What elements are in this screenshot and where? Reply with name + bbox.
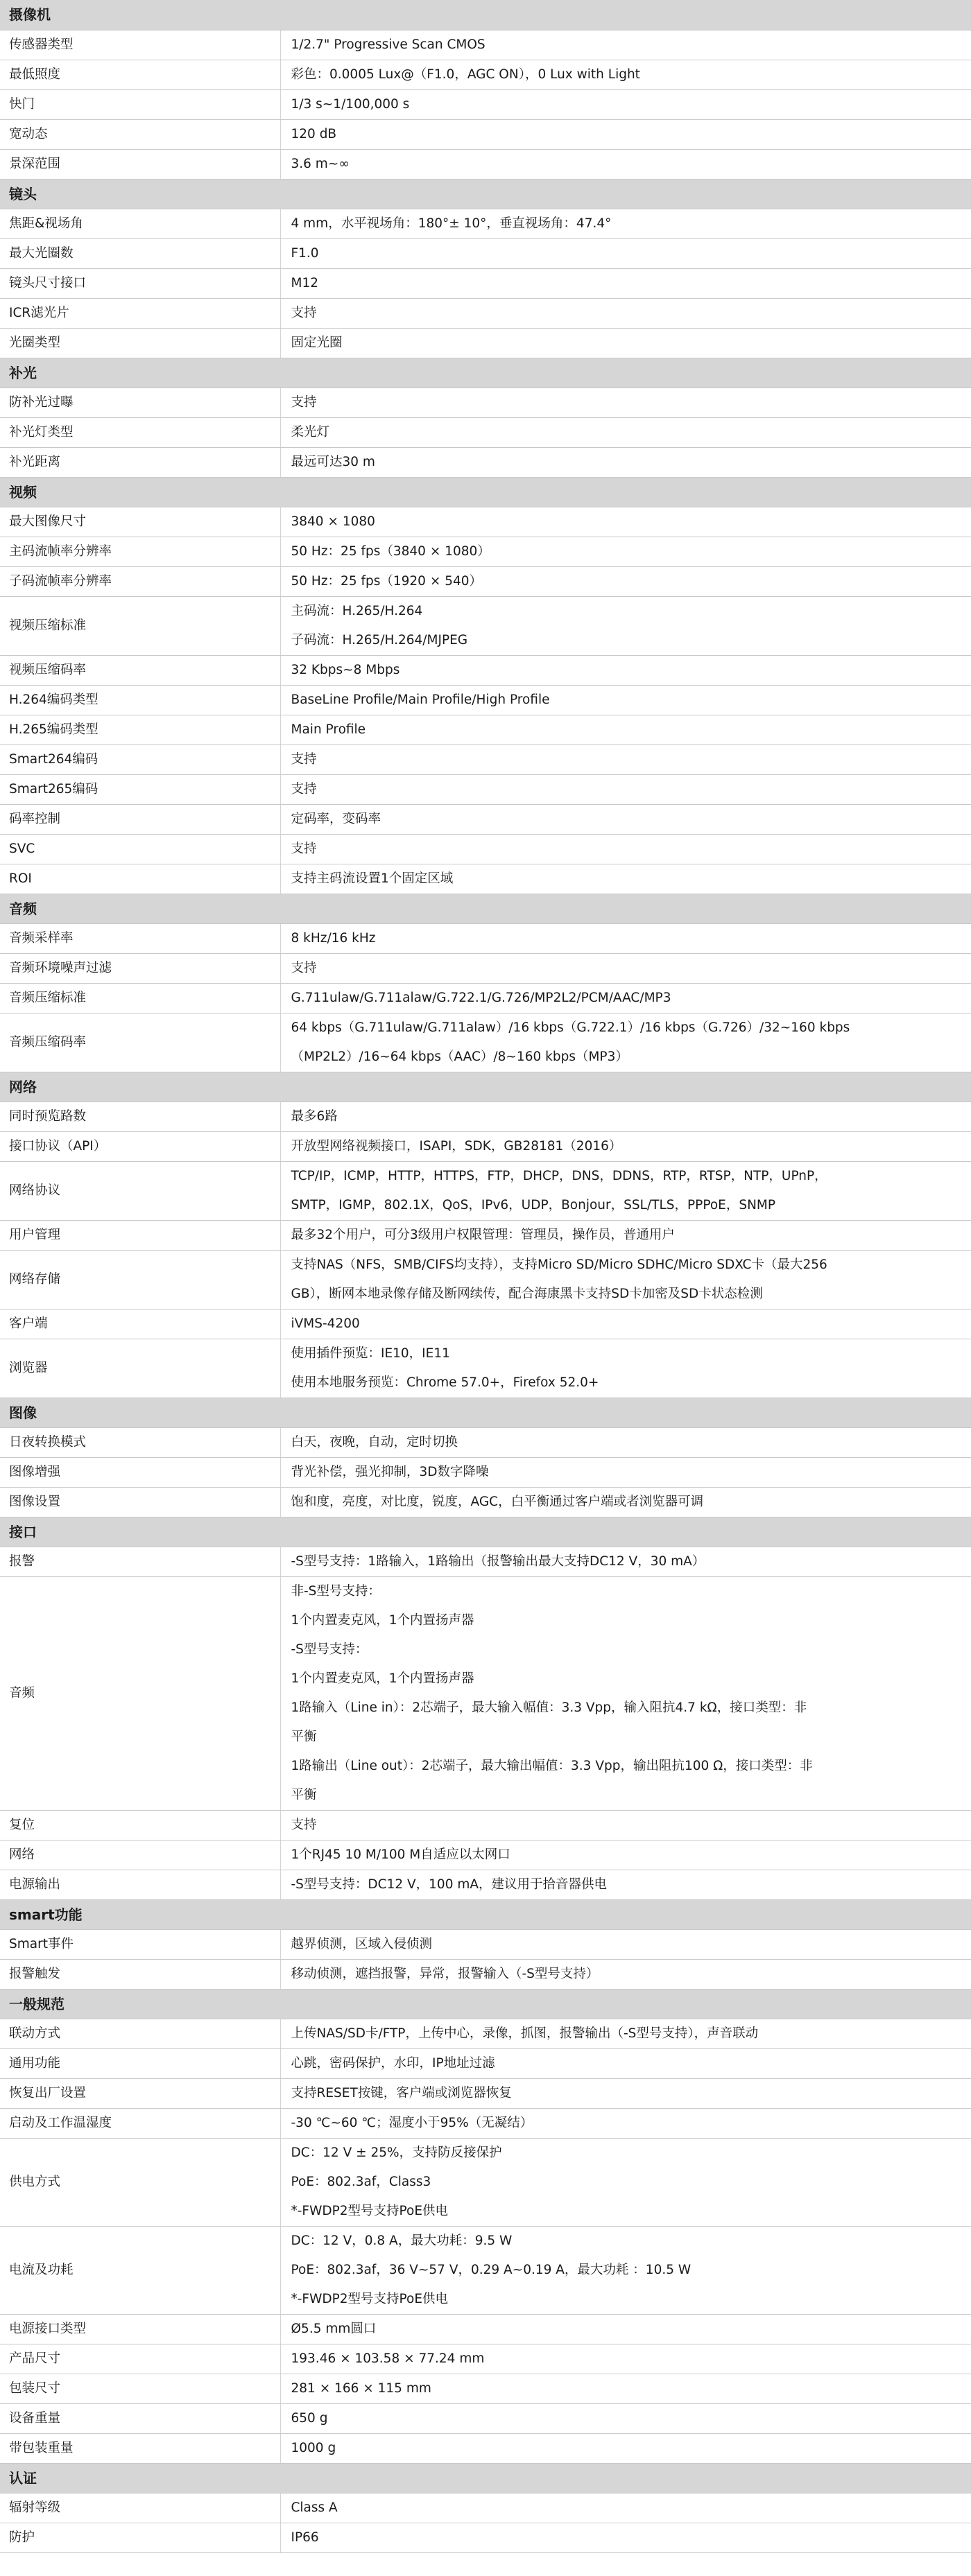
spec-label: 景深范围 (0, 149, 280, 179)
spec-value-line: 支持 (291, 960, 317, 975)
spec-row (0, 1339, 971, 1398)
spec-row (0, 2138, 971, 2226)
section-title: 视频 (0, 477, 971, 507)
spec-value-line: 1路输出（Line out）：2芯端子，最大输出幅值：3.3 Vpp，输出阻抗100 Ω，接口类型：非 (291, 1758, 813, 1773)
spec-value-line: *-FWDP2型号支持PoE供电 (291, 2203, 449, 2218)
section-title: 认证 (0, 2463, 971, 2493)
spec-value-line: 平衡 (291, 1729, 317, 1744)
spec-value-line: 固定光圈 (291, 335, 343, 350)
spec-value-line: 4 mm，水平视场角：180°± 10°，垂直视场角：47.4° (291, 216, 612, 231)
spec-value (280, 774, 971, 804)
spec-row (0, 923, 971, 953)
spec-row (0, 1929, 971, 1959)
spec-value-line: 支持 (291, 781, 317, 797)
spec-value-line: 开放型网络视频接口，ISAPI，SDK，GB28181（2016） (291, 1138, 622, 1154)
spec-value-line: 子码流：H.265/H.264/MJPEG (291, 632, 468, 647)
spec-value-line: 柔光灯 (291, 424, 330, 440)
spec-label: 镜头尺寸接口 (0, 268, 280, 298)
spec-value-line: PoE：802.3af，36 V~57 V，0.29 A~0.19 A，最大功耗 ：10.5 W (291, 2262, 691, 2277)
section-header (0, 477, 971, 507)
section-header (0, 1398, 971, 1427)
spec-row (0, 745, 971, 774)
spec-value-line: 心跳，密码保护，水印，IP地址过滤 (291, 2055, 495, 2071)
spec-value-line: SMTP，IGMP，802.1X，QoS，IPv6，UDP，Bonjour，SSL/TLS，PPPoE，SNMP (291, 1197, 776, 1212)
section-header (0, 358, 971, 388)
spec-value (280, 2403, 971, 2433)
spec-value-line: 281 × 166 × 115 mm (291, 2381, 431, 2396)
spec-value-line: 3840 × 1080 (291, 514, 375, 529)
spec-value-line: DC：12 V，0.8 A，最大功耗：9.5 W (291, 2233, 513, 2248)
spec-value-line: （MP2L2）/16~64 kbps（AAC）/8~160 kbps（MP3） (291, 1049, 628, 1064)
spec-value (280, 2314, 971, 2344)
spec-row (0, 1161, 971, 1220)
spec-value (280, 1576, 971, 1810)
spec-value (280, 507, 971, 537)
spec-row (0, 1457, 971, 1487)
section-header (0, 1072, 971, 1102)
spec-value-line: M12 (291, 275, 319, 290)
spec-value-line: 8 kHz/16 kHz (291, 930, 376, 946)
spec-row (0, 1309, 971, 1339)
spec-row (0, 685, 971, 715)
spec-value-line: Class A (291, 2500, 338, 2515)
spec-value (280, 417, 971, 447)
spec-value-line: F1.0 (291, 245, 319, 261)
spec-value-line: BaseLine Profile/Main Profile/High Profile (291, 692, 550, 707)
spec-value (280, 298, 971, 328)
spec-value (280, 2138, 971, 2226)
section-title: 音频 (0, 894, 971, 923)
spec-value (280, 1339, 971, 1398)
spec-value-line: 1路输入（Line in）：2芯端子，最大输入幅值：3.3 Vpp，输入阻抗4.7 kΩ，接口类型：非 (291, 1700, 807, 1715)
spec-row (0, 983, 971, 1013)
spec-value-line: 主码流：H.265/H.264 (291, 603, 423, 618)
spec-value-line: 平衡 (291, 1787, 317, 1802)
spec-value-line: 白天，夜晚，自动，定时切换 (291, 1434, 458, 1450)
spec-label: 报警触发 (0, 1959, 280, 1989)
section-header (0, 1517, 971, 1547)
spec-value (280, 953, 971, 983)
spec-value (280, 30, 971, 60)
spec-value-line: 支持 (291, 305, 317, 320)
spec-row (0, 2078, 971, 2108)
section-title: 摄像机 (0, 0, 971, 30)
spec-value-line: Main Profile (291, 722, 366, 737)
spec-value (280, 1250, 971, 1309)
spec-label: 防补光过曝 (0, 388, 280, 417)
spec-value (280, 1487, 971, 1517)
spec-label: 接口协议（API） (0, 1131, 280, 1161)
spec-row (0, 1810, 971, 1840)
spec-value (280, 1309, 971, 1339)
spec-value-line: -30 ℃~60 ℃；湿度小于95%（无凝结） (291, 2115, 533, 2130)
spec-label: 传感器类型 (0, 30, 280, 60)
spec-value (280, 2374, 971, 2403)
spec-value-line: 支持 (291, 751, 317, 767)
spec-value (280, 1929, 971, 1959)
section-header (0, 2463, 971, 2493)
spec-label: 网络协议 (0, 1161, 280, 1220)
spec-label: 恢复出厂设置 (0, 2078, 280, 2108)
spec-value (280, 2523, 971, 2552)
spec-row (0, 507, 971, 537)
spec-row (0, 834, 971, 864)
spec-value-line: 支持NAS（NFS，SMB/CIFS均支持），支持Micro SD/Micro SDHC/Micro SDXC卡（最大256 (291, 1257, 827, 1272)
spec-label: 辐射等级 (0, 2493, 280, 2523)
spec-value-line: 1/3 s~1/100,000 s (291, 96, 410, 112)
spec-value-line: 背光补偿，强光抑制，3D数字降噪 (291, 1464, 489, 1479)
spec-value-line: 64 kbps（G.711ulaw/G.711alaw）/16 kbps（G.722.1）/16 kbps（G.726）/32~160 kbps (291, 1020, 850, 1035)
spec-value-line: 193.46 × 103.58 × 77.24 mm (291, 2351, 485, 2366)
spec-row (0, 2433, 971, 2463)
spec-value (280, 1959, 971, 1989)
spec-value-line: 最远可达30 m (291, 454, 375, 469)
spec-value (280, 1457, 971, 1487)
spec-label: SVC (0, 834, 280, 864)
spec-label: H.264编码类型 (0, 685, 280, 715)
spec-label: 复位 (0, 1810, 280, 1840)
spec-row (0, 89, 971, 119)
spec-label: 电流及功耗 (0, 2226, 280, 2314)
spec-label: 网络 (0, 1840, 280, 1870)
spec-value (280, 804, 971, 834)
spec-row (0, 2523, 971, 2552)
spec-value (280, 60, 971, 89)
spec-value-line: 32 Kbps~8 Mbps (291, 662, 400, 677)
spec-value-line: 最多6路 (291, 1108, 338, 1124)
spec-row (0, 655, 971, 685)
spec-row (0, 566, 971, 596)
spec-row (0, 1102, 971, 1131)
spec-label: 最大图像尺寸 (0, 507, 280, 537)
spec-value (280, 1870, 971, 1899)
spec-value (280, 2078, 971, 2108)
spec-label: 快门 (0, 89, 280, 119)
spec-value (280, 745, 971, 774)
spec-value (280, 566, 971, 596)
spec-value (280, 1427, 971, 1457)
spec-row (0, 953, 971, 983)
spec-value (280, 89, 971, 119)
spec-value (280, 983, 971, 1013)
spec-row (0, 1840, 971, 1870)
spec-label: 同时预览路数 (0, 1102, 280, 1131)
spec-row (0, 388, 971, 417)
spec-value-line: 1个内置麦克风，1个内置扬声器 (291, 1612, 474, 1628)
spec-row (0, 2019, 971, 2048)
spec-label: 子码流帧率分辨率 (0, 566, 280, 596)
spec-value (280, 1102, 971, 1131)
spec-row (0, 2403, 971, 2433)
spec-value (280, 268, 971, 298)
spec-label: 音频 (0, 1576, 280, 1810)
spec-label: 浏览器 (0, 1339, 280, 1398)
spec-value (280, 149, 971, 179)
spec-value-line: -S型号支持： (291, 1642, 368, 1657)
spec-value (280, 1161, 971, 1220)
section-header (0, 894, 971, 923)
spec-label: ROI (0, 864, 280, 894)
spec-row (0, 149, 971, 179)
spec-label: 音频压缩标准 (0, 983, 280, 1013)
spec-label: 焦距&视场角 (0, 209, 280, 238)
spec-row (0, 2048, 971, 2078)
spec-value (280, 2019, 971, 2048)
spec-value-line: 最多32个用户，可分3级用户权限管理：管理员，操作员，普通用户 (291, 1227, 675, 1242)
spec-row (0, 2344, 971, 2374)
spec-label: 补光距离 (0, 447, 280, 477)
spec-value-line: 支持 (291, 1817, 317, 1832)
spec-label: 网络存储 (0, 1250, 280, 1309)
spec-value (280, 715, 971, 745)
spec-value-line: PoE：802.3af，Class3 (291, 2174, 431, 2189)
spec-row (0, 447, 971, 477)
spec-row (0, 596, 971, 655)
spec-label: Smart264编码 (0, 745, 280, 774)
spec-value (280, 209, 971, 238)
spec-label: 音频采样率 (0, 923, 280, 953)
section-header (0, 1899, 971, 1929)
spec-row (0, 2374, 971, 2403)
spec-row (0, 1427, 971, 1457)
spec-label: 主码流帧率分辨率 (0, 537, 280, 566)
spec-row (0, 60, 971, 89)
section-title: 网络 (0, 1072, 971, 1102)
spec-label: 图像增强 (0, 1457, 280, 1487)
spec-label: 视频压缩码率 (0, 655, 280, 685)
spec-value-line: 使用插件预览：IE10，IE11 (291, 1346, 450, 1361)
spec-label: 宽动态 (0, 119, 280, 149)
spec-value-line: 饱和度，亮度，对比度，锐度，AGC，白平衡通过客户端或者浏览器可调 (291, 1494, 704, 1509)
spec-label: 供电方式 (0, 2138, 280, 2226)
spec-value (280, 2493, 971, 2523)
spec-value-line: 定码率，变码率 (291, 811, 381, 826)
section-header (0, 179, 971, 209)
spec-row (0, 774, 971, 804)
section-title: 镜头 (0, 179, 971, 209)
spec-value-line: 移动侦测，遮挡报警，异常，报警输入（-S型号支持） (291, 1966, 599, 1981)
spec-row (0, 119, 971, 149)
spec-label: 最大光圈数 (0, 238, 280, 268)
spec-value-line: 非-S型号支持： (291, 1583, 381, 1599)
section-title: 图像 (0, 1398, 971, 1427)
spec-value (280, 2226, 971, 2314)
spec-label: 产品尺寸 (0, 2344, 280, 2374)
spec-value (280, 2433, 971, 2463)
spec-row (0, 715, 971, 745)
spec-value (280, 923, 971, 953)
spec-value-line: 120 dB (291, 126, 337, 141)
spec-value-line: 上传NAS/SD卡/FTP，上传中心，录像，抓图，报警输出（-S型号支持），声音联动 (291, 2026, 759, 2041)
spec-label: 最低照度 (0, 60, 280, 89)
spec-label: 电源输出 (0, 1870, 280, 1899)
spec-value-line: 1个内置麦克风，1个内置扬声器 (291, 1671, 474, 1686)
spec-label: 光圈类型 (0, 328, 280, 358)
section-title: 一般规范 (0, 1989, 971, 2019)
spec-label: 码率控制 (0, 804, 280, 834)
spec-value (280, 864, 971, 894)
spec-value (280, 1840, 971, 1870)
spec-value (280, 1220, 971, 1250)
spec-row (0, 1013, 971, 1072)
spec-row (0, 328, 971, 358)
spec-label: 带包装重量 (0, 2433, 280, 2463)
spec-value (280, 655, 971, 685)
spec-row (0, 2108, 971, 2138)
spec-value (280, 388, 971, 417)
spec-label: 用户管理 (0, 1220, 280, 1250)
spec-row (0, 1220, 971, 1250)
spec-label: H.265编码类型 (0, 715, 280, 745)
spec-row (0, 298, 971, 328)
spec-value-line: 支持主码流设置1个固定区域 (291, 871, 454, 886)
spec-value (280, 1810, 971, 1840)
spec-label: 图像设置 (0, 1487, 280, 1517)
spec-label: 客户端 (0, 1309, 280, 1339)
section-header (0, 0, 971, 30)
spec-value (280, 1131, 971, 1161)
spec-label: 联动方式 (0, 2019, 280, 2048)
spec-row (0, 804, 971, 834)
spec-value (280, 119, 971, 149)
spec-label: 包装尺寸 (0, 2374, 280, 2403)
spec-label: 防护 (0, 2523, 280, 2552)
spec-label: 通用功能 (0, 2048, 280, 2078)
section-header (0, 1989, 971, 2019)
spec-row (0, 2493, 971, 2523)
spec-label: 电源接口类型 (0, 2314, 280, 2344)
spec-row (0, 238, 971, 268)
spec-row (0, 1487, 971, 1517)
spec-row (0, 268, 971, 298)
spec-label: 日夜转换模式 (0, 1427, 280, 1457)
spec-value-line: 支持RESET按键，客户端或浏览器恢复 (291, 2085, 512, 2100)
spec-value-line: 650 g (291, 2410, 328, 2426)
spec-value-line: 越界侦测，区域入侵侦测 (291, 1936, 433, 1951)
spec-row (0, 2314, 971, 2344)
spec-value-line: 彩色：0.0005 Lux@（F1.0，AGC ON），0 Lux with Light (291, 67, 640, 82)
spec-value (280, 537, 971, 566)
spec-value-line: 50 Hz：25 fps（3840 × 1080） (291, 543, 490, 559)
spec-row (0, 1959, 971, 1989)
spec-label: 补光灯类型 (0, 417, 280, 447)
spec-label: ICR滤光片 (0, 298, 280, 328)
spec-label: 音频压缩码率 (0, 1013, 280, 1072)
spec-label: 启动及工作温湿度 (0, 2108, 280, 2138)
spec-row (0, 2226, 971, 2314)
spec-value (280, 2344, 971, 2374)
spec-value-line: Ø5.5 mm圆口 (291, 2321, 377, 2336)
spec-row (0, 30, 971, 60)
spec-value (280, 596, 971, 655)
spec-label: 音频环境噪声过滤 (0, 953, 280, 983)
spec-row (0, 1547, 971, 1576)
spec-value-line: -S型号支持：1路输入，1路输出（报警输出最大支持DC12 V，30 mA） (291, 1554, 705, 1569)
spec-value (280, 2108, 971, 2138)
spec-value-line: *-FWDP2型号支持PoE供电 (291, 2291, 449, 2306)
spec-value-line: G.711ulaw/G.711alaw/G.722.1/G.726/MP2L2/PCM/AAC/MP3 (291, 990, 671, 1005)
spec-value-line: 支持 (291, 841, 317, 856)
spec-value (280, 685, 971, 715)
spec-value-line: -S型号支持：DC12 V，100 mA，建议用于拾音器供电 (291, 1877, 608, 1892)
spec-value (280, 328, 971, 358)
spec-value (280, 1013, 971, 1072)
spec-value-line: 3.6 m~∞ (291, 156, 350, 171)
spec-value-line: 50 Hz：25 fps（1920 × 540） (291, 573, 483, 589)
spec-value-line: iVMS-4200 (291, 1316, 360, 1331)
spec-value (280, 447, 971, 477)
spec-value-line: 1个RJ45 10 M/100 M自适应以太网口 (291, 1847, 510, 1862)
spec-value (280, 2048, 971, 2078)
spec-label: 报警 (0, 1547, 280, 1576)
spec-row (0, 1131, 971, 1161)
spec-value-line: GB），断网本地录像存储及断网续传，配合海康黑卡支持SD卡加密及SD卡状态检测 (291, 1286, 763, 1301)
section-title: smart功能 (0, 1899, 971, 1929)
spec-row (0, 1250, 971, 1309)
section-title: 接口 (0, 1517, 971, 1547)
spec-row (0, 1870, 971, 1899)
spec-value-line: IP66 (291, 2530, 319, 2545)
spec-row (0, 417, 971, 447)
spec-value (280, 834, 971, 864)
spec-row (0, 209, 971, 238)
spec-label: Smart事件 (0, 1929, 280, 1959)
spec-value-line: 支持 (291, 394, 317, 410)
spec-label: Smart265编码 (0, 774, 280, 804)
spec-value-line: 1/2.7" Progressive Scan CMOS (291, 37, 486, 52)
spec-value (280, 238, 971, 268)
spec-label: 设备重量 (0, 2403, 280, 2433)
spec-row (0, 864, 971, 894)
spec-label: 视频压缩标准 (0, 596, 280, 655)
spec-value (280, 1547, 971, 1576)
spec-value-line: 使用本地服务预览：Chrome 57.0+，Firefox 52.0+ (291, 1375, 599, 1390)
spec-row (0, 1576, 971, 1810)
spec-value-line: DC：12 V ± 25%，支持防反接保护 (291, 2145, 502, 2160)
section-title: 补光 (0, 358, 971, 388)
spec-value-line: 1000 g (291, 2440, 336, 2455)
spec-row (0, 537, 971, 566)
spec-value-line: TCP/IP，ICMP，HTTP，HTTPS，FTP，DHCP，DNS，DDNS，RTP，RTSP，NTP，UPnP， (291, 1168, 827, 1183)
